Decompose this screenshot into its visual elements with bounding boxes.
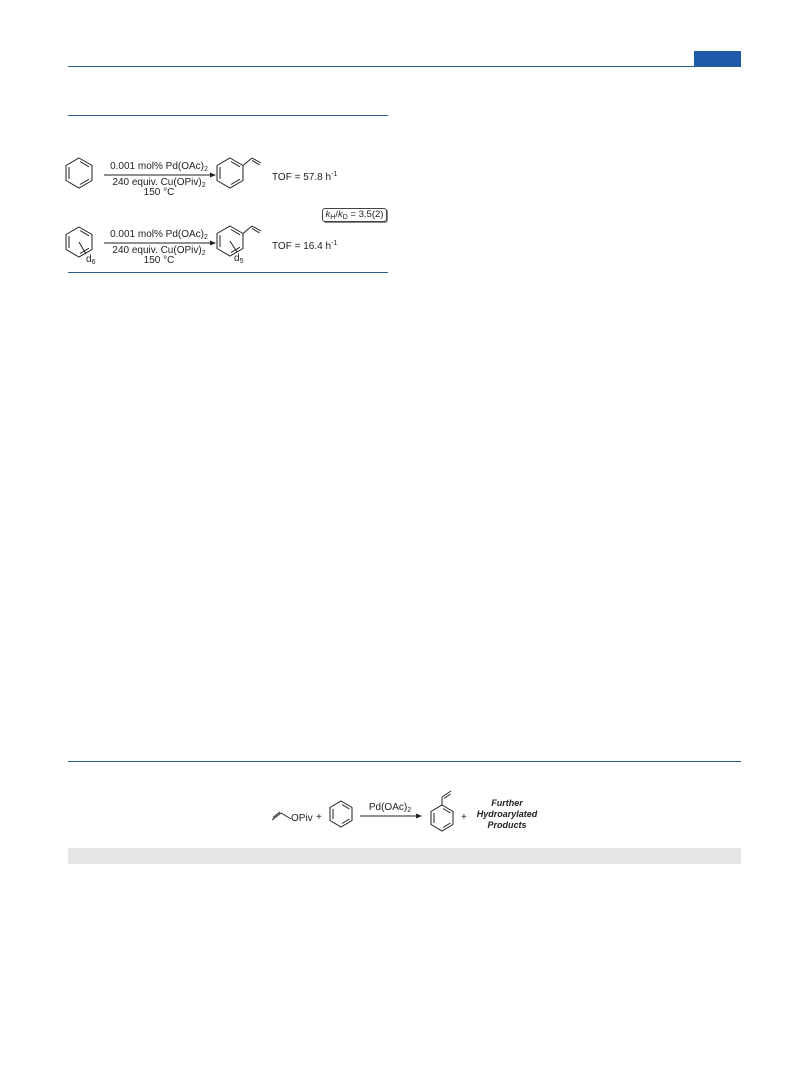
scheme2-reagent: $Pd(OAc)_2$	[368, 802, 412, 814]
row2-reagent-line2: 240 equiv. $Cu(OPiv)_2$	[112, 245, 206, 257]
label-d6: $d_6$	[86, 254, 96, 266]
header-rule	[68, 66, 741, 67]
scheme2-top-rule	[68, 761, 741, 762]
label-d5: $d_5$	[234, 253, 244, 265]
row1-tof: TOF = 57.8 $h^{-1}$	[272, 171, 338, 183]
header-tab	[694, 51, 741, 67]
further-products-label: Further Hydroarylated Products	[476, 798, 538, 830]
vinyl-pivalate-structure	[271, 808, 293, 822]
styrene-structure	[215, 152, 265, 192]
row2-tof: TOF = 16.4 $h^{-1}$	[272, 240, 338, 252]
plus-sign-1: +	[316, 812, 322, 823]
kie-box: $k_H/k_D = 3.5(2)$	[322, 208, 387, 222]
row1-reagent-line3: 150 °C	[143, 187, 175, 198]
scheme1-bottom-rule	[68, 272, 388, 273]
benzene-structure	[64, 156, 94, 190]
styrene-structure-2	[428, 789, 458, 837]
caption-bar	[68, 848, 741, 864]
benzene-structure-2	[328, 799, 354, 829]
row1-reagent-line1: 0.001 mol% $Pd(OAc)_2$	[110, 161, 208, 173]
row2-reagent-line1: 0.001 mol% $Pd(OAc)_2$	[110, 229, 208, 241]
row2-reagent-line3: 150 °C	[143, 255, 175, 266]
scheme1-top-rule	[68, 115, 388, 116]
opiv-label: OPiv	[291, 813, 313, 824]
plus-sign-2: +	[461, 812, 467, 823]
row1-reagent-line2: 240 equiv. $Cu(OPiv)_2$	[112, 177, 206, 189]
scheme2-arrow	[360, 813, 422, 819]
